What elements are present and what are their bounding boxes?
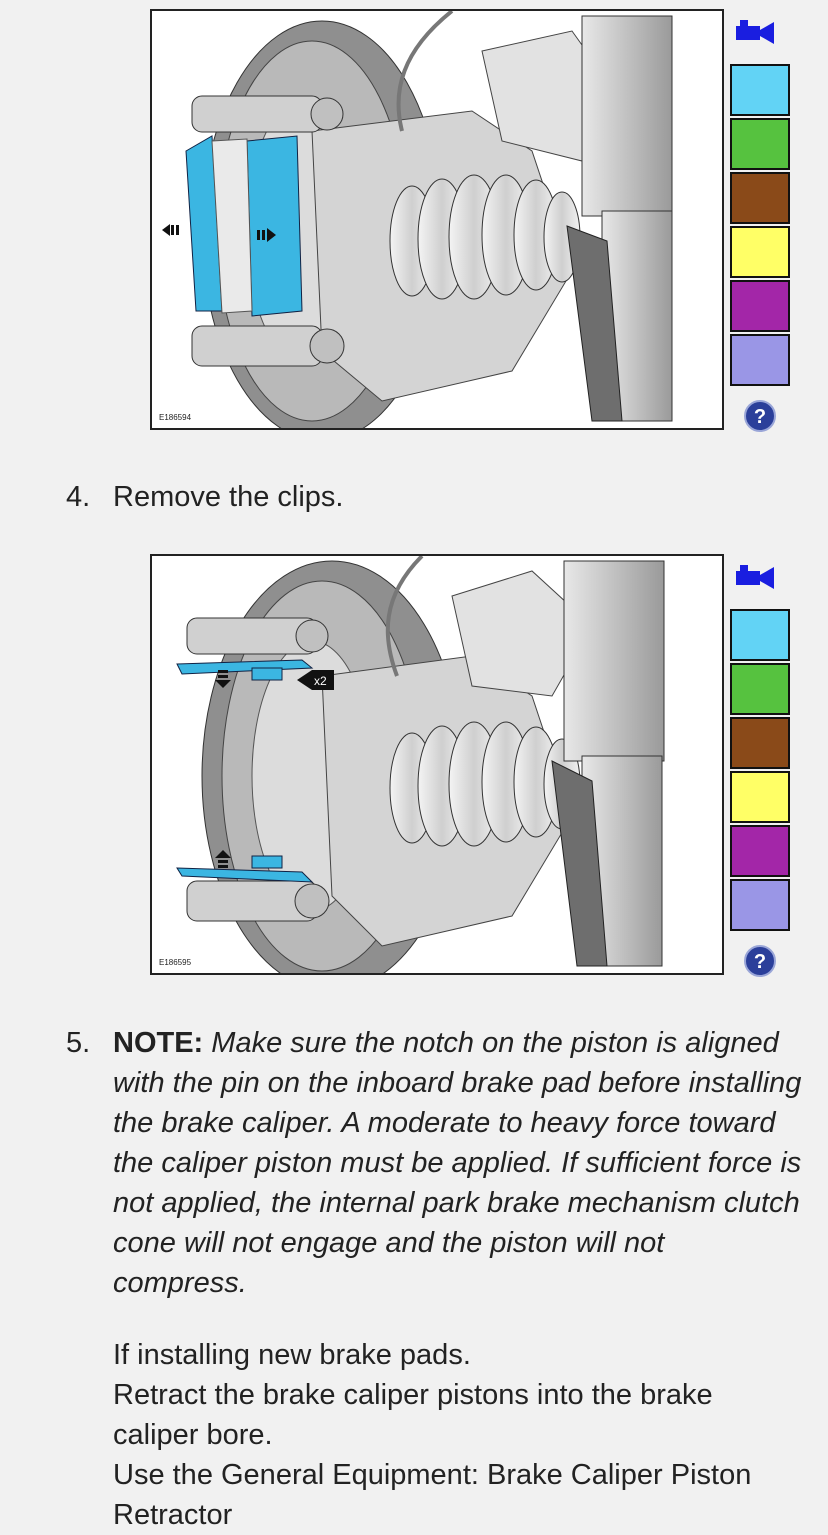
clip-count-label: x2 [314,674,327,688]
legend-swatch-lavender [730,879,790,931]
step-4 [66,477,806,517]
instruction-line: Use the General Equipment: Brake Caliper Piston Retractor [113,1459,752,1531]
step-content [113,1023,806,1535]
video-camera-icon[interactable] [734,563,776,591]
legend-swatch-cyan [730,64,790,116]
arrow-outward-icon [162,224,179,236]
step-number: 5. [66,1027,91,1059]
illustration-brake-pads [152,11,722,428]
legend-swatch-green [730,118,790,170]
legend-swatch-yellow [730,771,790,823]
figure-brake-pads-removal [150,9,724,430]
step-text: Remove the clips. [113,481,344,513]
svg-text:?: ? [753,406,767,428]
legend-swatch-brown [730,172,790,224]
note-text: Make sure the notch on the piston is aligned with the pin on the inboard brake pad before installing the brake caliper. A moderate to heavy force toward the caliper piston must be applied. If sufficient force is not applied, the internal park brake mechanism clutch cone will not engage and the piston will not compress. [113,1027,802,1299]
figure-toolbar [730,563,790,977]
legend-swatch-purple [730,825,790,877]
instruction-line: Retract the brake caliper pistons into the brake caliper bore. [113,1379,713,1451]
video-camera-icon[interactable] [734,18,776,46]
help-icon[interactable] [744,400,776,432]
step-number: 4. [66,481,91,513]
legend-swatch-cyan [730,609,790,661]
help-icon[interactable] [744,945,776,977]
figure-clips-removal [150,554,724,975]
figure-id: E186594 [159,413,192,422]
step-instructions [113,1335,806,1535]
illustration-clips [152,556,722,973]
legend-swatch-purple [730,280,790,332]
legend-swatch-lavender [730,334,790,386]
figure-id: E186595 [159,958,192,967]
svg-text:?: ? [753,951,767,973]
figure-toolbar [730,18,790,432]
step-5 [66,1023,806,1535]
legend-swatch-yellow [730,226,790,278]
legend-swatch-green [730,663,790,715]
legend-swatch-brown [730,717,790,769]
note [113,1023,806,1303]
instruction-line: If installing new brake pads. [113,1339,471,1371]
note-label: NOTE: [113,1027,204,1059]
